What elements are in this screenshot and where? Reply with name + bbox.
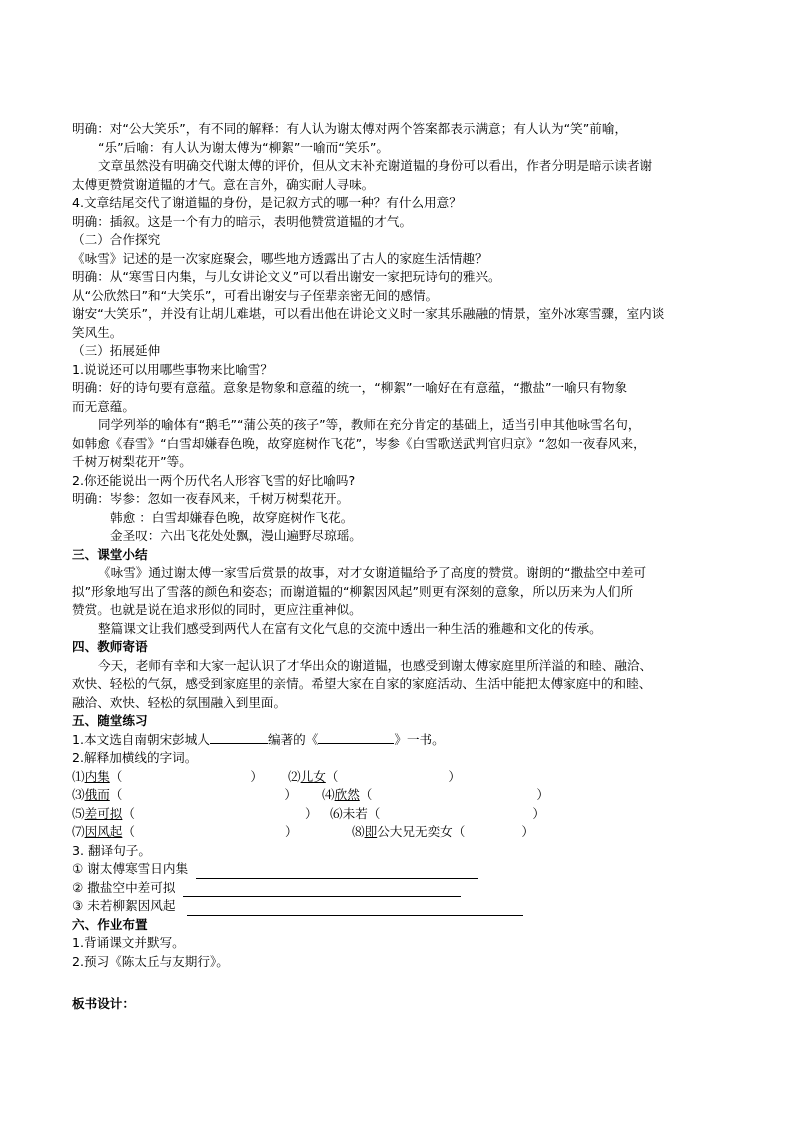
bracket-close: ）: [448, 768, 461, 784]
word-row: [72, 768, 727, 787]
text-line: 明确：好的诗句要有意蕴。意象是物象和意蕴的统一，“柳絮”一喻好在有意蕴，“撒盐”一喻只有物象: [72, 380, 628, 395]
item-number: ⑹: [330, 805, 343, 821]
text-line: 如韩愈《春雪》“白雪却嫌春色晚，故穿庭树作飞花”，岑参《白雪歌送武判官归京》“忽如一夜春风来，: [72, 435, 646, 451]
q1-text-c: 》一书。: [394, 731, 445, 747]
word: 未若: [342, 805, 368, 821]
section-heading: 六、作业布置: [72, 916, 148, 932]
word-item: [330, 805, 545, 824]
text-line: 同学列举的喻体有“鹅毛”“蒲公英的孩子”等，教师在充分肯定的基础上，适当引申其他咏雪名句，: [98, 417, 641, 432]
translate-sentence: ① 谢太傅寒雪日内集: [72, 861, 189, 876]
text-line: 拟”形象地写出了雪落的颜色和姿态；而谢道韫的“柳絮因风起”则更有深刻的意象，所以历来为人们所: [72, 583, 634, 599]
text-line: 谢安“大笑乐”，并没有让胡儿难堪，可以看出他在讲论文义时一家其乐融融的情景，室外冰寒雪骤，室内谈: [72, 306, 665, 321]
word-row: [72, 805, 727, 824]
underlined-word: 俄而: [84, 787, 110, 802]
word-item: [72, 786, 322, 805]
word-item: [72, 805, 330, 824]
bracket-open: （: [122, 805, 135, 821]
text-line: 明确：从“寒雪日内集，与儿女讲论文义”可以看出谢安一家把玩诗句的雅兴。: [72, 269, 501, 284]
text-line: 而无意蕴。: [72, 398, 135, 414]
underlined-word: 内集: [84, 768, 110, 784]
board-design-heading: 板书设计：: [72, 996, 135, 1011]
bracket-close: ）: [304, 805, 318, 821]
bracket-close: ）: [284, 787, 297, 802]
translate-row: [72, 860, 727, 879]
text-line: 韩愈 ：白雪却嫌春色晚，故穿庭树作飞花。: [110, 509, 354, 525]
text-line: 笑风生。: [72, 324, 123, 340]
homework-item: 1.背诵课文并默写。: [72, 935, 185, 950]
bracket-close: ）: [536, 787, 549, 802]
section-heading: 四、教师寄语: [72, 639, 148, 654]
question: 1.说说还可以用哪些事物来比喻雪？: [72, 361, 273, 377]
text-line: 文章虽然没有明确交代谢太傅的评价，但从文末补充谢道韫的身份可以看出，作者分明是暗示读者谢: [98, 158, 653, 173]
word-row: [72, 786, 727, 805]
item-number: ⑶: [72, 787, 85, 802]
word-item: [322, 786, 549, 805]
word-item: [352, 823, 534, 842]
document-page: [72, 120, 727, 1014]
bracket-close: ）: [532, 805, 545, 821]
item-number: ⑺: [72, 824, 85, 839]
bracket-close: ）: [521, 824, 534, 839]
question: 2.你还能说出一两个历代名人形容飞雪的好比喻吗?: [72, 472, 356, 488]
answer-line[interactable]: [196, 865, 478, 879]
question: 4.文章结尾交代了谢道韫的身份，是记叙方式的哪一种？有什么用意？: [72, 195, 462, 210]
answer-blank[interactable]: [210, 731, 268, 744]
word-item: [72, 823, 352, 842]
section-heading: 三、课堂小结: [72, 546, 148, 562]
text-line: 融洽、欢快、轻松的氛围融入到里面。: [72, 694, 287, 710]
answer-blank[interactable]: [318, 731, 394, 744]
bracket-open: （: [359, 787, 373, 802]
exercise-q1: [72, 731, 727, 750]
underlined-word: 欣然: [334, 787, 360, 802]
section-heading: （二）合作探究: [72, 232, 161, 247]
text-line: 《咏雪》记述的是一次家庭聚会，哪些地方透露出了古人的家庭生活情趣？: [72, 250, 488, 266]
translate-row: [72, 897, 727, 916]
text-line: 明确：插叙。这是一个有力的暗示，表明他赞赏道韫的才气。: [72, 213, 413, 229]
text-line: 今天，老师有幸和大家一起认识了才华出众的谢道韫，也感受到谢太傅家庭里所洋溢的和睦、融洽、: [98, 657, 653, 673]
word-row: [72, 823, 727, 842]
exercise-q3: 3. 翻译句子。: [72, 842, 151, 858]
underlined-word: 因风起: [84, 824, 123, 839]
bracket-open: （: [109, 787, 123, 802]
text-line: 《咏雪》通过谢太傅一家雪后赏景的故事，对才女谢道韫给予了高度的赞赏。谢朗的“撒盐空中差可: [98, 565, 647, 580]
item-number: ⑻: [352, 824, 365, 839]
text-line: 明确：对“公大笑乐”，有不同的解释：有人认为谢太傅对两个答案都表示满意；有人认为“笑”前喻，: [72, 121, 628, 136]
bracket-close: ）: [250, 768, 263, 784]
q1-text-b: 编著的《: [267, 731, 319, 747]
exercise-q2: 2.解释加横线的字词。: [72, 750, 198, 765]
item-number: ⑴: [72, 768, 85, 784]
homework-item: 2.预习《陈太丘与友期行》。: [72, 953, 229, 969]
bracket-open: （: [325, 768, 339, 784]
word-item: [72, 768, 288, 787]
item-number: ⑵: [288, 768, 301, 784]
text-line: 整篇课文让我们感受到两代人在富有文化气息的交流中透出一种生活的雅趣和文化的传承。: [98, 620, 602, 636]
bracket-open: （: [367, 805, 381, 821]
text-line: 太傅更赞赏谢道韫的才气。意在言外，确实耐人寻味。: [72, 176, 375, 192]
text-line: 从“公欣然曰”和“大笑乐”，可看出谢安与子侄辈亲密无间的感情。: [72, 287, 439, 303]
bracket-open: （: [109, 768, 123, 784]
bracket-open: （: [122, 824, 135, 839]
translate-sentence: ② 撒盐空中差可拟: [72, 879, 176, 895]
underlined-word: 差可拟: [84, 805, 123, 821]
item-number: ⑸: [72, 805, 85, 821]
translate-row: [72, 879, 727, 898]
section-heading: 五、随堂练习: [72, 713, 148, 728]
text-line: 金圣叹：六出飞花处处飘，漫山遍野尽琼瑶。: [110, 528, 362, 543]
text-line: 明确：岑参：忽如一夜春风来，千树万树梨花开。: [72, 491, 350, 506]
underlined-word: 儿女: [300, 768, 326, 784]
word-item: [288, 768, 461, 787]
bracket-open: （: [452, 824, 466, 839]
q1-text-a: 1.本文选自南朝宋彭城人: [72, 731, 210, 747]
text-line: 千树万树梨花开”等。: [72, 454, 192, 469]
bracket-close: ）: [284, 824, 298, 839]
item-number: ⑷: [322, 787, 335, 802]
underlined-word: 即: [364, 824, 378, 839]
translate-sentence: ③ 未若柳絮因风起: [72, 898, 176, 913]
text-line: 欢快、轻松的气氛，感受到家庭里的亲情。希望大家在自家的家庭活动、生活中能把太傅家庭中的和睦、: [72, 676, 652, 691]
answer-line[interactable]: [187, 902, 523, 916]
answer-line[interactable]: [183, 883, 461, 897]
text-line: “乐”后喻：有人认为谢太傅为“柳絮”一喻而“笑乐”。: [98, 139, 390, 155]
section-heading: （三）拓展延伸: [72, 343, 161, 358]
word: 公大兄无奕女: [377, 824, 453, 839]
text-line: 赞赏。也就是说在追求形似的同时，更应注重神似。: [72, 602, 362, 617]
